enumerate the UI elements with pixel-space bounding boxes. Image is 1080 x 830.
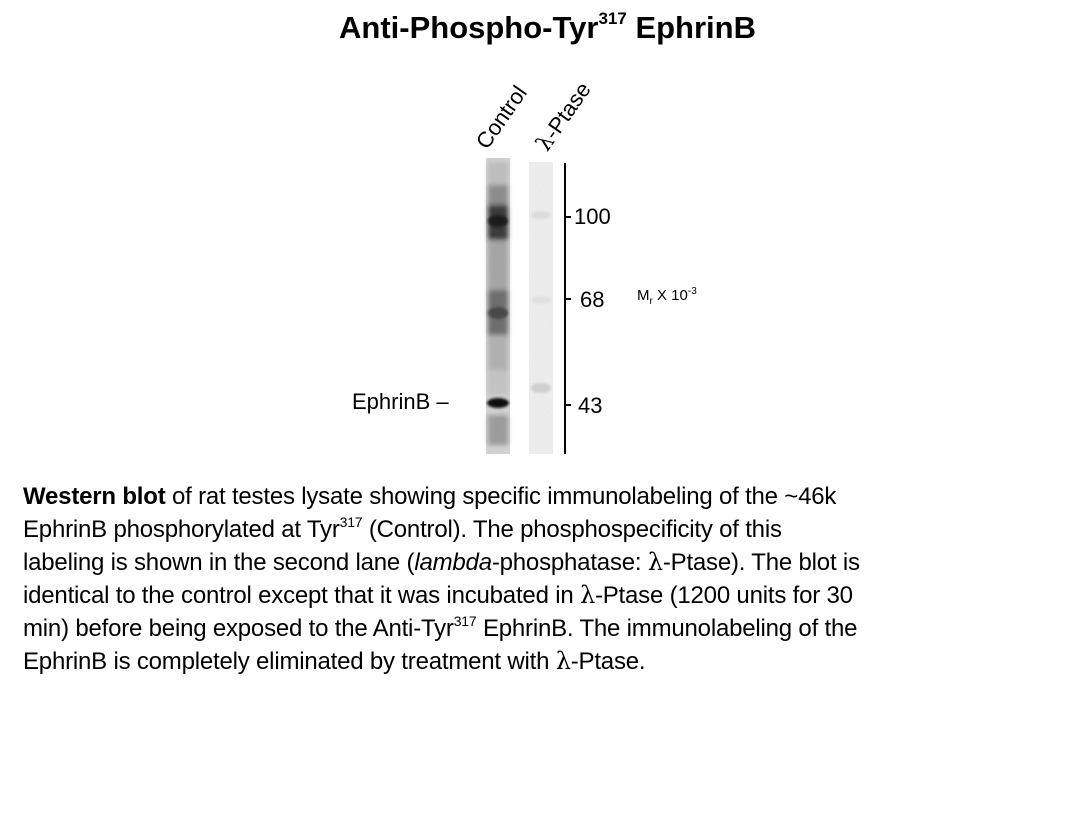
molecular-weight-units: $M_r$ X $10^{-3}$	[637, 286, 697, 307]
marker-label-68: 68	[580, 287, 605, 312]
ephrinb-band	[487, 398, 509, 408]
caption-line-3: labeling is shown in the second lane (lambda-phosphatase: λ-Ptase). The blot is	[23, 548, 860, 576]
title-superscript: 317	[598, 9, 627, 28]
band-100k	[488, 215, 508, 227]
band-68k	[488, 307, 508, 319]
ephrinb-band-label: EphrinB –	[352, 389, 449, 414]
lane-label-ptase: λ-Ptase	[531, 77, 596, 156]
caption-line-6: EphrinB is completely eliminated by treatment with λ-Ptase.	[23, 647, 646, 675]
marker-label-100: 100	[574, 204, 611, 229]
caption-line-1: Western blot of rat testes lysate showing specific immunolabeling of the ~46k	[23, 483, 837, 510]
title-suffix: EphrinB	[626, 10, 756, 45]
caption-line-2: EphrinB phosphorylated at Tyr$^{317}$ (Control). The phosphospecificity of this	[23, 514, 782, 543]
caption-line-4: identical to the control except that it was incubated in λ-Ptase (1200 units for 30	[23, 581, 853, 609]
figure-caption	[23, 480, 1073, 678]
lane-label-control: Control	[470, 80, 532, 154]
marker-label-43: 43	[578, 393, 603, 418]
title-main: Anti-Phospho-Tyr	[339, 10, 599, 45]
lane-control	[486, 158, 510, 454]
lane-ptase	[529, 162, 553, 454]
caption-line-5: min) before being exposed to the Anti-Tyr$^{317}$ EphrinB. The immunolabeling of the	[23, 613, 858, 642]
